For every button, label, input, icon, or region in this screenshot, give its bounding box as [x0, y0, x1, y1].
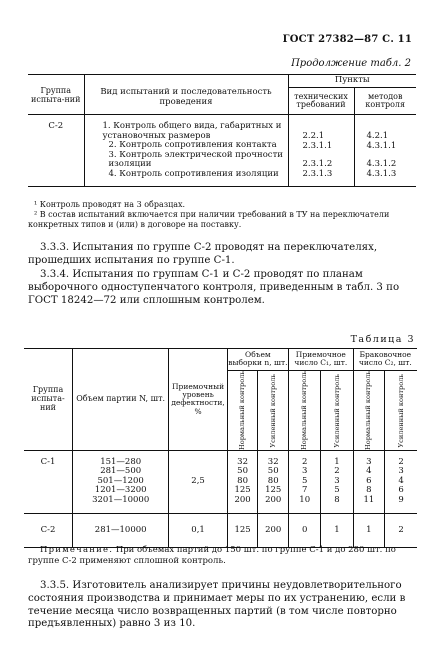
t3-sub-normal: Нормальный контроль	[364, 370, 373, 450]
t2-tech-4: 2.3.1.3	[302, 168, 333, 179]
t2-method-4: 4.3.1.3	[366, 168, 397, 179]
t3-c1-acc-tight	[321, 450, 353, 514]
t3-c1-n-normal	[227, 450, 258, 514]
t3-c2-rej-normal: 1	[353, 514, 384, 548]
t2-kind-4: 4. Контроль сопротивления изоляции	[108, 169, 279, 179]
t3-value: 80	[237, 475, 248, 486]
t3-c2-n-normal: 125	[227, 514, 258, 548]
t3-c1-rej-tight	[385, 450, 417, 514]
t2-group-cell: С-2	[48, 121, 64, 132]
t3-value: 200	[265, 494, 282, 505]
t2-kind-cell	[84, 115, 288, 186]
t2-header-tech: технических требований	[288, 87, 354, 115]
t2-kind-1: 1. Контроль общего вида, габаритных и установочных размеров	[102, 121, 282, 141]
t3-value: 3	[334, 475, 340, 486]
t3-value: 2	[302, 456, 308, 467]
t2-kind-2: 2. Контроль сопротивления контакта	[108, 140, 277, 151]
t2-tech-2: 2.3.1.1	[302, 140, 333, 151]
t3-value: 2	[398, 456, 404, 467]
t3-sub-tight: Усиленный контроль	[268, 373, 277, 448]
t3-c1-group: С-1	[40, 456, 56, 467]
t3-sub-tight: Усиленный контроль	[396, 373, 405, 448]
t2-method-2: 4.3.1.1	[366, 140, 397, 151]
t3-value: 125	[265, 485, 282, 496]
table-2	[28, 74, 416, 187]
t3-c1-rej-normal	[353, 450, 384, 514]
t3-value: 3	[398, 466, 404, 477]
t3-c2-n-tight: 200	[258, 514, 289, 548]
t3-value: 5	[334, 485, 340, 496]
paragraph-3-3-5: 3.3.5. Изготовитель анализирует причины неудовлетворительного состояния производства и принимает меры по их устранению, если в течение месяца число возвращенных партий (в том числе повторно предъявленных) равно 3 из 10.	[28, 580, 406, 630]
t3-sub-normal: Нормальный контроль	[300, 370, 309, 450]
t3-header-group: Группа испыта-ний	[31, 384, 65, 412]
t3-lot: 151—280	[100, 456, 142, 467]
t2-header-methods: методов контроля	[354, 87, 416, 115]
t3-c2-lot: 281—10000	[73, 514, 169, 548]
t2-method-1: 4.2.1	[366, 131, 389, 142]
t3-value: 50	[237, 466, 248, 477]
t3-c2-level: 0,1	[169, 514, 227, 548]
t3-value: 10	[299, 494, 311, 505]
note-label: Примечание.	[40, 545, 114, 555]
t3-c1-n-tight	[258, 450, 289, 514]
paragraph-3-3-4: 3.3.4. Испытания по группам С-1 и С-2 проводят по планам выборочного одноступенчатого контроля, приведенным в табл. 3 по ГОСТ 18242—72 или сплошным контролем.	[28, 269, 400, 306]
t3-value: 32	[237, 456, 248, 467]
t3-header-accept: Приемочное число C₁, шт.	[289, 349, 354, 371]
t3-sub-normal: Нормальный контроль	[238, 370, 247, 450]
t3-value: 4	[398, 475, 404, 486]
page-header: ГОСТ 27382—87 С. 11	[282, 34, 412, 45]
t3-value: 8	[334, 494, 340, 505]
t3-lot: 501—1200	[97, 475, 144, 486]
footnote-1: ¹ Контроль проводят на 3 образцах.	[34, 200, 186, 209]
note-text: При объемах партий до 150 шт. по группе С-1 и до 280 шт. по группе С-2 применяют сплошной контроль.	[28, 545, 396, 567]
t2-method-cell	[354, 115, 416, 186]
t3-sub-tight: Усиленный контроль	[332, 373, 341, 448]
t3-value: 200	[234, 494, 251, 505]
t2-header-group: Группа испыта-ний	[31, 86, 81, 104]
t3-lot: 1201—3200	[94, 485, 147, 496]
t3-value: 6	[398, 485, 404, 496]
t3-header-level: Приемочный уровень дефектности, %	[169, 349, 227, 451]
t3-c1-level: 2,5	[169, 450, 227, 514]
t2-tech-3: 2.3.1.2	[302, 159, 333, 170]
table-3-note	[28, 545, 416, 567]
t2-tech-cell	[288, 115, 354, 186]
t3-value: 2	[334, 466, 340, 477]
t2-kind-3: 3. Контроль электрической прочности изоляции	[108, 149, 283, 170]
t3-value: 4	[366, 466, 372, 477]
t3-value: 11	[363, 494, 375, 505]
t3-value: 8	[366, 485, 372, 496]
t3-value: 1	[334, 456, 340, 467]
t3-value: 32	[267, 456, 279, 467]
t3-c1-acc-normal	[289, 450, 321, 514]
t3-header-reject: Браковочное число C₂, шт.	[353, 349, 417, 371]
t2-header-kind: Вид испытаний и последовательность проведения	[84, 75, 288, 115]
paragraph-3-3-3: 3.3.3. Испытания по группе С-2 проводят на переключателях, прошедших испытания по группе С-1.	[28, 242, 378, 266]
t3-value: 6	[366, 475, 372, 486]
t3-c1-lots	[73, 450, 169, 514]
t3-c2-acc-tight: 1	[321, 514, 353, 548]
t3-value: 3	[366, 456, 372, 467]
t3-header-lot: Объем партии N, шт.	[73, 349, 169, 451]
t3-c2-group: С-2	[40, 525, 56, 536]
t3-value: 9	[398, 494, 404, 505]
t3-value: 3	[302, 466, 308, 477]
t3-value: 7	[302, 485, 308, 496]
table-continuation-label: Продолжение табл. 2	[291, 58, 411, 69]
table-3-title: Таблица 3	[350, 334, 415, 345]
t3-lot: 3201—10000	[92, 494, 150, 505]
t3-header-sample: Объем выборки n, шт.	[227, 349, 288, 371]
t3-value: 5	[302, 475, 308, 486]
t2-header-items: Пункты	[288, 75, 416, 88]
t3-value: 80	[267, 475, 279, 486]
t3-value: 125	[234, 485, 251, 496]
t3-c2-acc-normal: 0	[289, 514, 321, 548]
footnote-2: ² В состав испытаний включается при наличии требований в ТУ на переключатели конкретных типов и (или) в договоре на поставку.	[28, 210, 390, 229]
t3-lot: 281—500	[100, 466, 142, 477]
table-3	[24, 348, 417, 548]
t2-tech-1: 2.2.1	[302, 131, 325, 142]
t3-value: 50	[267, 466, 279, 477]
t2-method-3: 4.3.1.2	[366, 159, 397, 170]
t3-c2-rej-tight: 2	[385, 514, 417, 548]
